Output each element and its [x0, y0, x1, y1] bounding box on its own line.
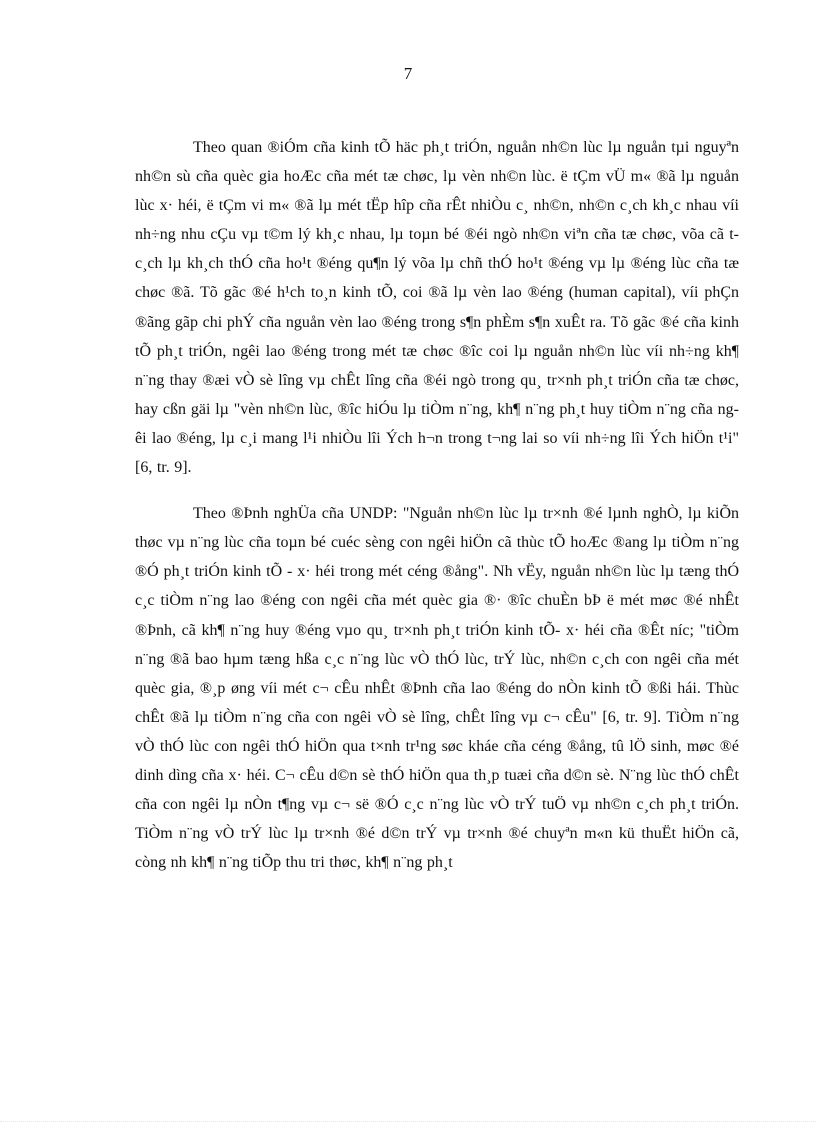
- paragraph-economics-definition: Theo quan ®iÓm cña kinh tÕ häc ph¸t triÓn, nguån nh©n lùc lµ nguån tµi nguyªn nh©n sù cña quèc gia hoÆc cña mét tæ chøc, lµ vèn nh©n lùc. ë tÇm vÜ m« ®ã lµ nguån lùc x· héi, ë tÇm vi m« ®ã lµ mét tËp hîp cña rÊt nhiÒu c¸ nh©n, nh©n c¸ch kh¸c nhau víi nh÷ng nhu cÇu vµ t©m lý kh¸c nhau, lµ toµn bé ®éi ngò nh©n viªn cña tæ chøc, võa cã t c¸ch lµ kh¸ch thÓ cña ho¹t ®éng qu¶n lý võa lµ chñ thÓ ho¹t ®éng vµ lµ ®éng lùc cña tæ chøc ®ã. Tõ gãc ®é h¹ch to¸n kinh tÕ, coi ®ã lµ vèn lao ®éng (human capital), víi phÇn ®ãng gãp chi phÝ cña nguån vèn lao ®éng trong s¶n phÈm s¶n xuÊt ra. Tõ gãc ®é cña kinh tÕ ph¸t triÓn, ngêi lao ®éng trong mét tæ chøc ®îc coi lµ nguån nh©n lùc víi nh÷ng kh¶ n¨ng thay ®æi vÒ sè lîng vµ chÊt lîng cña ®éi ngò trong qu¸ tr×nh ph¸t triÓn cña tæ chøc, hay cßn gäi lµ "vèn nh©n lùc, ®îc hiÓu lµ tiÒm n¨ng, kh¶ n¨ng ph¸t huy tiÒm n¨ng cña ngêi lao ®éng, lµ c¸i mang l¹i nhiÒu lîi Ých h¬n trong t¬ng lai so víi nh÷ng lîi Ých hiÖn t¹i" [6, tr. 9].: [135, 139, 739, 477]
- document-body: [135, 133, 739, 877]
- paragraph-undp-definition: Theo ®Þnh nghÜa cña UNDP: "Nguån nh©n lùc lµ tr×nh ®é lµnh nghÒ, lµ kiÕn thøc vµ n¨ng lùc cña toµn bé cuéc sèng con ngêi hiÖn cã thùc tÕ hoÆc ®ang lµ tiÒm n¨ng ®Ó ph¸t triÓn kinh tÕ - x· héi trong mét céng ®ång". Nh vËy, nguån nh©n lùc lµ tæng thÓ c¸c tiÒm n¨ng lao ®éng con ngêi cña mét quèc gia ®· ®îc chuÈn bÞ ë mét møc ®é nhÊt ®Þnh, cã kh¶ n¨ng huy ®éng vµo qu¸ tr×nh ph¸t triÓn kinh tÕ- x· héi cña ®Êt níc; "tiÒm n¨ng ®ã bao hµm tæng hßa c¸c n¨ng lùc vÒ thÓ lùc, trÝ lùc, nh©n c¸ch con ngêi cña mét quèc gia, ®¸p øng víi mét c¬ cÊu nhÊt ®Þnh cña lao ®éng do nÒn kinh tÕ ®ßi hái. Thùc chÊt ®ã lµ tiÒm n¨ng cña con ngêi vÒ sè lîng, chÊt lîng vµ c¬ cÊu" [6, tr. 9]. TiÒm n¨ng vÒ thÓ lùc con ngêi thÓ hiÖn qua t×nh tr¹ng søc kháe cña céng ®ång, tû lÖ sinh, møc ®é dinh dìng cña x· héi. C¬ cÊu d©n sè thÓ hiÖn qua th¸p tuæi cña d©n sè. N¨ng lùc thÓ chÊt cña con ngêi lµ nÒn t¶ng vµ c¬ së ®Ó c¸c n¨ng lùc vÒ trÝ tuÖ vµ nh©n c¸ch ph¸t triÓn. TiÒm n¨ng vÒ trÝ lùc lµ tr×nh ®é d©n trÝ vµ tr×nh ®é chuyªn m«n kü thuËt hiÖn cã, còng nh kh¶ n¨ng tiÕp thu tri thøc, kh¶ n¨ng ph¸t: [135, 505, 739, 872]
- page-bottom-edge: [0, 1121, 816, 1122]
- paragraph-spacer: [135, 482, 739, 499]
- page-number: 7: [403, 64, 413, 83]
